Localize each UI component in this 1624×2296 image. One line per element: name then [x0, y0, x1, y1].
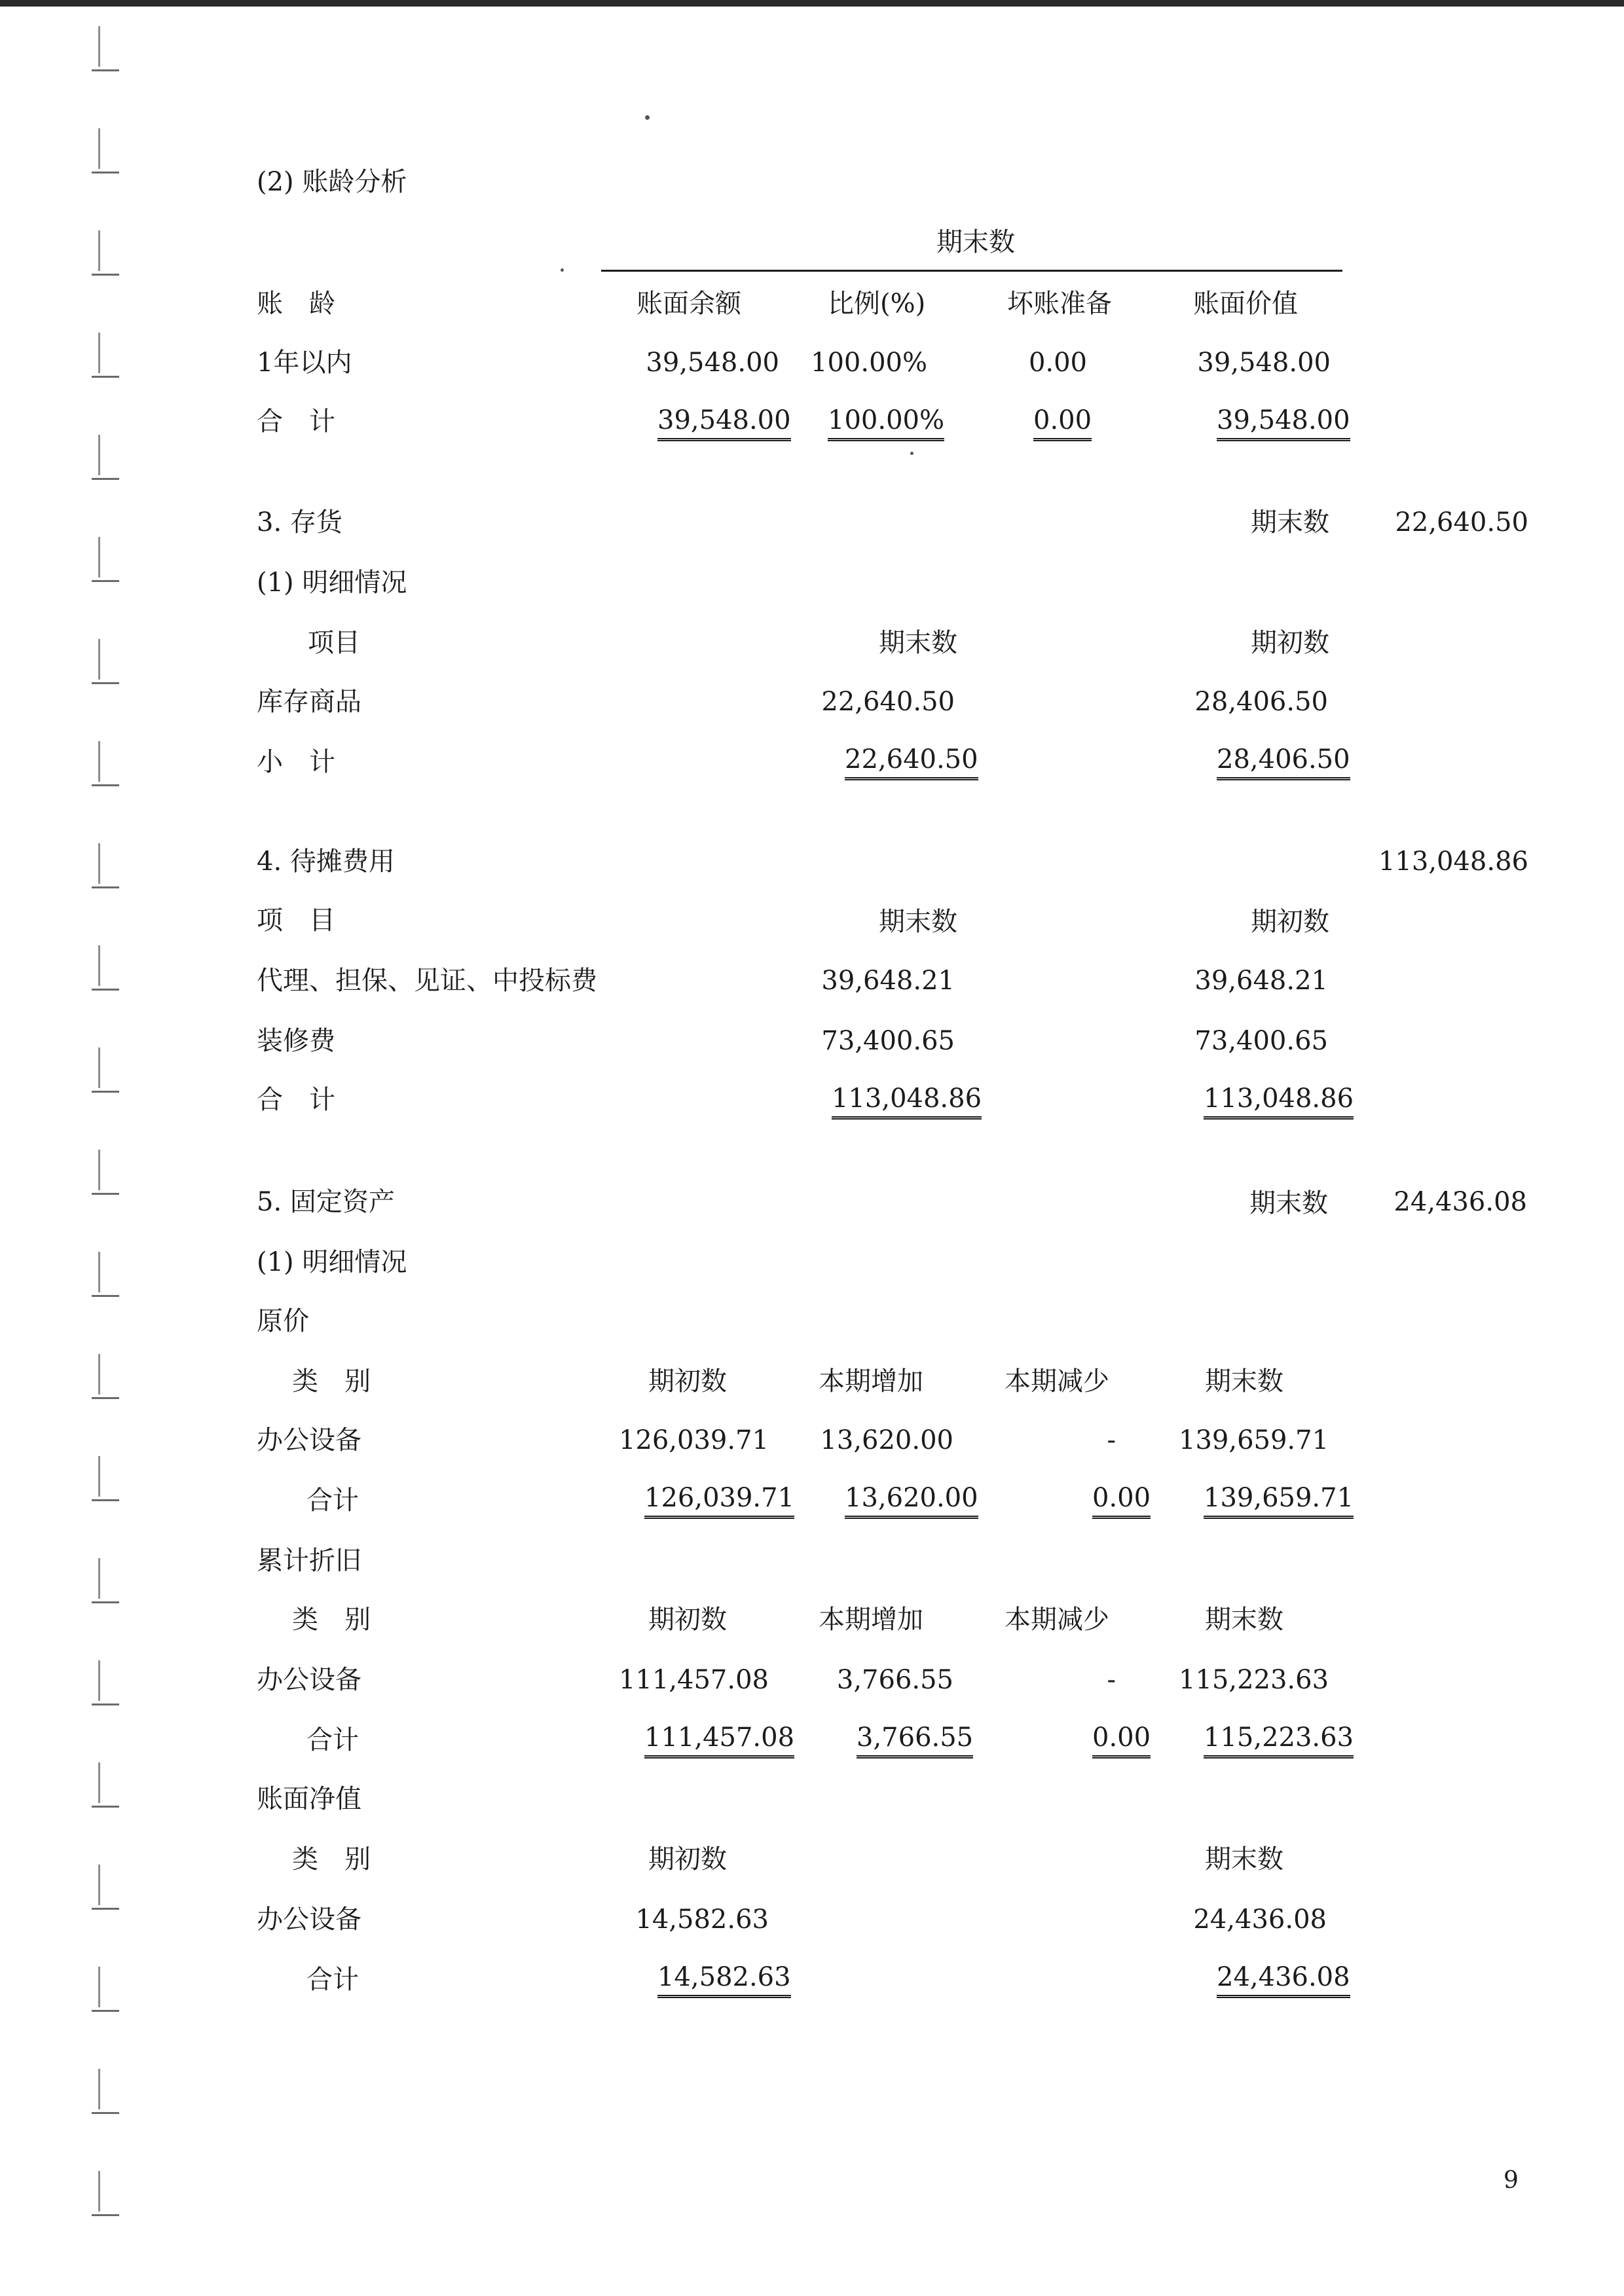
deferred-col-end: 期末数 [879, 907, 957, 937]
inventory-total-begin: 28,406.50 [1217, 744, 1350, 780]
net-col-begin: 期初数 [648, 1844, 727, 1874]
scan-speck [561, 268, 564, 272]
deferred-col-begin: 期初数 [1251, 907, 1329, 937]
inventory-end-label: 期末数 [1251, 507, 1329, 538]
depreciation-col-category: 类 别 [292, 1605, 371, 1635]
aging-col-age: 账 龄 [257, 289, 335, 319]
deferred-row-begin: 39,648.21 [1194, 966, 1328, 996]
binding-hole-tick [92, 478, 119, 480]
original-total-increase: 13,620.00 [845, 1483, 978, 1519]
binding-hole-tick [92, 886, 119, 888]
deferred-row-label: 代理、担保、见证、中投标费 [257, 966, 597, 996]
inventory-row-label: 库存商品 [257, 687, 361, 717]
original-col-end: 期末数 [1205, 1366, 1283, 1396]
depreciation-total-increase: 3,766.55 [857, 1722, 973, 1758]
binding-hole-mark [98, 1762, 100, 1803]
original-row-end: 139,659.71 [1179, 1425, 1329, 1455]
original-total-begin: 126,039.71 [644, 1483, 794, 1519]
aging-header-rule [601, 270, 1342, 272]
binding-hole-tick [92, 376, 119, 378]
net-total-end: 24,436.08 [1217, 1962, 1350, 1998]
binding-hole-mark [98, 128, 100, 169]
inventory-row-end: 22,640.50 [821, 687, 955, 717]
original-total-end: 139,659.71 [1204, 1483, 1354, 1519]
aging-col-balance: 账面余额 [637, 289, 741, 319]
deferred-col-item: 项 目 [257, 905, 335, 936]
binding-hole-tick [92, 1295, 119, 1297]
binding-hole-mark [98, 26, 100, 67]
depreciation-total-label: 合计 [306, 1725, 359, 1755]
net-value-title: 账面净值 [257, 1784, 361, 1814]
net-total-begin: 14,582.63 [657, 1962, 791, 1998]
binding-hole-tick [92, 1397, 119, 1399]
binding-hole-mark [98, 945, 100, 986]
inventory-total-end: 22,640.50 [845, 744, 978, 780]
original-row-increase: 13,620.00 [820, 1425, 953, 1455]
fixed-sub-heading: (1) 明细情况 [257, 1247, 407, 1277]
aging-total-label: 合 计 [257, 407, 335, 437]
inventory-col-begin: 期初数 [1251, 628, 1329, 658]
aging-heading: (2) 账龄分析 [257, 167, 407, 197]
inventory-row-begin: 28,406.50 [1194, 687, 1328, 717]
binding-hole-mark [98, 1967, 100, 2007]
scan-top-edge [0, 0, 1624, 7]
binding-hole-mark [98, 435, 100, 475]
binding-hole-mark [98, 1456, 100, 1497]
original-row-label: 办公设备 [257, 1425, 361, 1455]
deferred-end-value: 113,048.86 [1378, 847, 1528, 877]
binding-hole-mark [98, 741, 100, 782]
binding-hole-tick [92, 1091, 119, 1093]
binding-hole-mark [98, 1048, 100, 1088]
binding-hole-tick [92, 1806, 119, 1808]
deferred-row-begin: 73,400.65 [1194, 1026, 1328, 1056]
original-row-decrease: - [1107, 1425, 1116, 1455]
binding-hole-tick [92, 1704, 119, 1705]
binding-hole-mark [98, 1150, 100, 1190]
aging-row-ratio: 100.00% [811, 348, 927, 378]
inventory-heading: 3. 存货 [257, 507, 342, 538]
original-col-decrease: 本期减少 [1005, 1366, 1109, 1396]
depreciation-col-end: 期末数 [1205, 1605, 1283, 1635]
deferred-total-label: 合 计 [257, 1085, 335, 1115]
scan-speck [645, 115, 650, 120]
depreciation-total-begin: 111,457.08 [644, 1722, 794, 1758]
deferred-row-end: 73,400.65 [821, 1026, 955, 1056]
aging-total-bad-debt: 0.00 [1033, 405, 1092, 441]
original-row-begin: 126,039.71 [618, 1425, 769, 1455]
binding-hole-mark [98, 1558, 100, 1599]
fixed-heading: 5. 固定资产 [257, 1187, 395, 1217]
binding-hole-mark [98, 537, 100, 577]
depreciation-col-increase: 本期增加 [819, 1605, 923, 1635]
aging-col-book-value: 账面价值 [1193, 289, 1298, 319]
binding-holes [0, 0, 131, 2296]
depreciation-row-end: 115,223.63 [1179, 1665, 1329, 1695]
aging-row-book-value: 39,548.00 [1197, 348, 1331, 378]
aging-row-bad-debt: 0.00 [1028, 348, 1087, 378]
binding-hole-tick [92, 1908, 119, 1910]
binding-hole-tick [92, 2112, 119, 2114]
net-row-label: 办公设备 [257, 1904, 361, 1935]
fixed-end-value: 24,436.08 [1393, 1187, 1527, 1217]
net-total-label: 合计 [306, 1965, 359, 1995]
page-number: 9 [1504, 2167, 1519, 2194]
depreciation-total-decrease: 0.00 [1092, 1722, 1151, 1758]
net-col-category: 类 别 [292, 1844, 371, 1874]
deferred-row-label: 装修费 [257, 1026, 335, 1056]
aging-group-header: 期末数 [936, 227, 1015, 257]
binding-hole-tick [92, 69, 119, 71]
aging-col-ratio: 比例(%) [828, 289, 926, 319]
binding-hole-tick [92, 580, 119, 582]
binding-hole-mark [98, 230, 100, 271]
original-col-increase: 本期增加 [819, 1366, 923, 1396]
binding-hole-tick [92, 1499, 119, 1501]
depreciation-row-begin: 111,457.08 [618, 1665, 769, 1695]
original-col-category: 类 别 [292, 1366, 371, 1396]
original-title: 原价 [257, 1306, 309, 1336]
binding-hole-tick [92, 682, 119, 684]
fixed-end-label: 期末数 [1249, 1188, 1328, 1218]
deferred-row-end: 39,648.21 [821, 966, 955, 996]
aging-row-label: 1年以内 [257, 348, 352, 378]
aging-total-balance: 39,548.00 [657, 405, 791, 441]
binding-hole-tick [92, 172, 119, 173]
binding-hole-mark [98, 333, 100, 373]
binding-hole-mark [98, 639, 100, 680]
inventory-end-value: 22,640.50 [1395, 507, 1528, 538]
inventory-col-end: 期末数 [879, 628, 957, 658]
binding-hole-mark [98, 1660, 100, 1701]
inventory-sub-heading: (1) 明细情况 [257, 568, 407, 598]
scan-speck [910, 452, 913, 455]
depreciation-total-end: 115,223.63 [1204, 1722, 1354, 1758]
aging-total-ratio: 100.00% [828, 405, 944, 441]
depreciation-col-begin: 期初数 [648, 1605, 727, 1635]
binding-hole-tick [92, 274, 119, 276]
net-row-end: 24,436.08 [1193, 1904, 1327, 1935]
inventory-total-label: 小 计 [257, 747, 335, 777]
net-col-end: 期末数 [1205, 1844, 1283, 1874]
depreciation-col-decrease: 本期减少 [1005, 1605, 1109, 1635]
binding-hole-mark [98, 1865, 100, 1905]
depreciation-title: 累计折旧 [257, 1546, 361, 1576]
binding-hole-mark [98, 2171, 100, 2212]
deferred-heading: 4. 待摊费用 [257, 847, 395, 877]
binding-hole-tick [92, 1193, 119, 1195]
aging-total-book-value: 39,548.00 [1217, 405, 1350, 441]
depreciation-row-label: 办公设备 [257, 1665, 361, 1695]
depreciation-row-decrease: - [1107, 1665, 1116, 1695]
binding-hole-tick [92, 1601, 119, 1603]
binding-hole-mark [98, 1354, 100, 1394]
binding-hole-mark [98, 843, 100, 884]
deferred-total-begin: 113,048.86 [1204, 1084, 1354, 1120]
aging-col-bad-debt: 坏账准备 [1007, 289, 1112, 319]
depreciation-row-increase: 3,766.55 [836, 1665, 953, 1695]
binding-hole-tick [92, 2010, 119, 2012]
original-total-decrease: 0.00 [1092, 1483, 1151, 1519]
aging-row-balance: 39,548.00 [646, 348, 779, 378]
original-total-label: 合计 [306, 1485, 359, 1516]
deferred-total-end: 113,048.86 [832, 1084, 982, 1120]
original-col-begin: 期初数 [648, 1366, 727, 1396]
binding-hole-mark [98, 2069, 100, 2109]
inventory-col-item: 项目 [308, 628, 360, 658]
binding-hole-tick [92, 989, 119, 991]
binding-hole-mark [98, 1252, 100, 1292]
binding-hole-tick [92, 2214, 119, 2216]
binding-hole-tick [92, 784, 119, 786]
net-row-begin: 14,582.63 [635, 1904, 769, 1935]
